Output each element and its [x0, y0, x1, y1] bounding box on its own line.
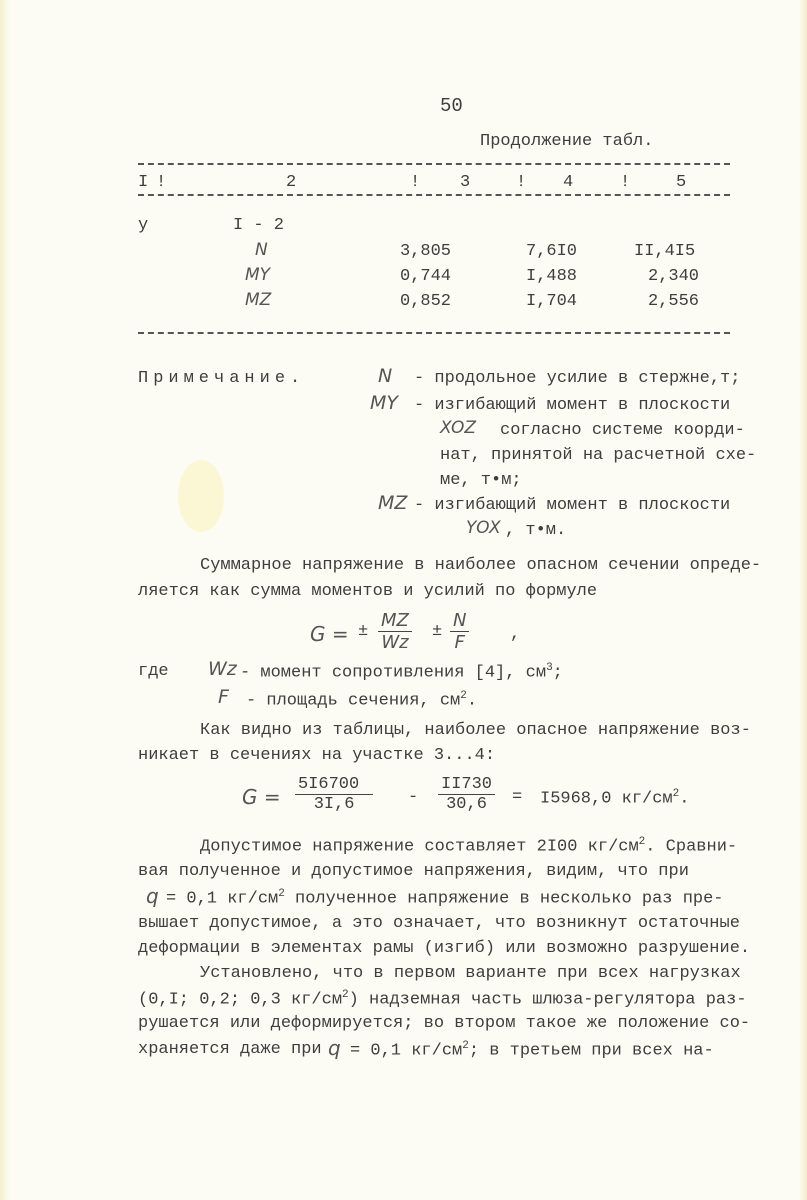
note-text: , т•м.	[505, 521, 567, 540]
formula-numerator: II730	[438, 775, 495, 795]
paragraph-line: = 0,1 $кг/см^2$ полученное напряжение в несколько раз пре-	[166, 888, 724, 909]
table-header-col1: I	[138, 173, 149, 192]
note-symbol: MZ	[378, 492, 408, 514]
table-header-rule	[138, 194, 730, 196]
formula-fraction	[438, 775, 495, 814]
table-section-col2: I - 2	[233, 216, 285, 235]
table-cell: 2,340	[648, 267, 700, 286]
formula-numerator: MZ	[378, 610, 412, 632]
formula-fraction	[450, 610, 469, 653]
paragraph-line: = 0,1 $кг/см^2$; в третьем при всех на-	[350, 1040, 714, 1061]
table-header-col3: 3	[460, 173, 471, 192]
paragraph-line: (0,I; 0,2; 0,3 $кг/см^2$) надземная часть шлюза-регулятора раз-	[138, 989, 747, 1010]
paper-stain	[178, 460, 224, 532]
table-cell: 2,556	[648, 292, 700, 311]
table-top-rule	[138, 163, 730, 165]
note-title: Примечание.	[138, 369, 306, 388]
paragraph-line: вышает допустимое, а это означает, что возникнут остаточные	[138, 914, 740, 933]
note-text: - продольное усилие в стержне,т;	[414, 369, 741, 388]
table-row-label: MZ	[245, 290, 272, 310]
table-cell: I,704	[526, 292, 578, 311]
formula-tail: ,	[510, 625, 521, 644]
table-header-sep: !	[516, 173, 527, 192]
table-header-col5: 5	[676, 173, 687, 192]
formula-op: -	[408, 788, 419, 807]
note-symbol: MY	[370, 392, 398, 414]
paragraph-line: храняется даже при	[138, 1040, 322, 1059]
table-cell: I,488	[526, 267, 578, 286]
table-header-col2: 2	[286, 173, 297, 192]
q-symbol: q	[146, 884, 159, 908]
table-header-sep: !	[620, 173, 631, 192]
note-symbol: N	[378, 365, 393, 387]
formula-op: ±	[358, 622, 369, 641]
table-cell: 0,744	[400, 267, 452, 286]
paragraph-line: Как видно из таблицы, наиболее опасное напряжение воз-	[200, 721, 751, 740]
formula-op: ±	[432, 622, 443, 641]
paragraph-line: никает в сечениях на участке 3...4:	[138, 746, 496, 765]
note-plane: XOZ	[440, 418, 477, 438]
note-text: нат, принятой на расчетной схе-	[440, 446, 757, 465]
note-text: ме, т•м;	[440, 471, 522, 490]
paragraph-line: вая полученное и допустимое напряжения, видим, что при	[138, 862, 689, 881]
table-row-label: MY	[245, 265, 271, 285]
formula-numerator: N	[450, 610, 469, 632]
table-cell: 3,805	[400, 242, 452, 261]
paragraph-line: Установлено, что в первом варианте при всех нагрузках	[200, 964, 741, 983]
page-edge-right	[799, 0, 807, 1200]
table-section-col1: у	[138, 216, 149, 235]
where-text: - площадь сечения, $см^2$.	[246, 690, 478, 711]
where-symbol: F	[218, 686, 229, 708]
paragraph-line: деформации в элементах рамы (изгиб) или возможно разрушение.	[138, 939, 751, 958]
where-text: - момент сопротивления [4], $см^3$;	[240, 662, 563, 683]
page-number: 50	[440, 95, 463, 117]
table-cell: II,4I5	[634, 242, 696, 261]
paragraph-line: Суммарное напряжение в наиболее опасном сечении опреде-	[200, 556, 762, 575]
table-bottom-rule	[138, 332, 730, 334]
where-label: где	[138, 662, 169, 681]
formula-denominator: 30,6	[446, 795, 487, 814]
q-symbol: q	[328, 1036, 341, 1060]
formula-numerator: 5I6700	[295, 775, 373, 795]
where-symbol: Wz	[208, 658, 237, 680]
table-cell: 7,6I0	[526, 242, 578, 261]
table-header-sep: !	[156, 173, 167, 192]
paragraph-line: ляется как сумма моментов и усилий по формуле	[138, 582, 598, 601]
note-text: - изгибающий момент в плоскости	[414, 496, 731, 515]
formula-result: I5968,0 $кг/см^2$.	[540, 788, 690, 809]
paragraph-line: рушается или деформируется; во втором такое же положение со-	[138, 1014, 751, 1033]
note-text: согласно системе коорди-	[500, 421, 745, 440]
formula-lhs: G =	[310, 622, 349, 646]
formula-denominator: 3I,6	[313, 795, 355, 814]
table-cell: 0,852	[400, 292, 452, 311]
table-header-col4: 4	[563, 173, 574, 192]
table-continuation-caption: Продолжение табл.	[480, 132, 654, 151]
formula-denominator: Wz	[381, 632, 409, 653]
formula-lhs: G =	[242, 785, 281, 809]
formula-fraction	[295, 775, 373, 814]
note-plane: YOX	[466, 518, 501, 538]
table-row-label: N	[255, 240, 268, 260]
formula-fraction	[378, 610, 412, 653]
formula-eq: =	[512, 788, 523, 807]
page-edge-left	[0, 0, 10, 1200]
formula-denominator: F	[454, 632, 465, 653]
note-text: - изгибающий момент в плоскости	[414, 396, 731, 415]
paragraph-line: Допустимое напряжение составляет 2I00 $кг/см^2$. Сравни-	[200, 836, 738, 857]
table-header-sep: !	[410, 173, 421, 192]
